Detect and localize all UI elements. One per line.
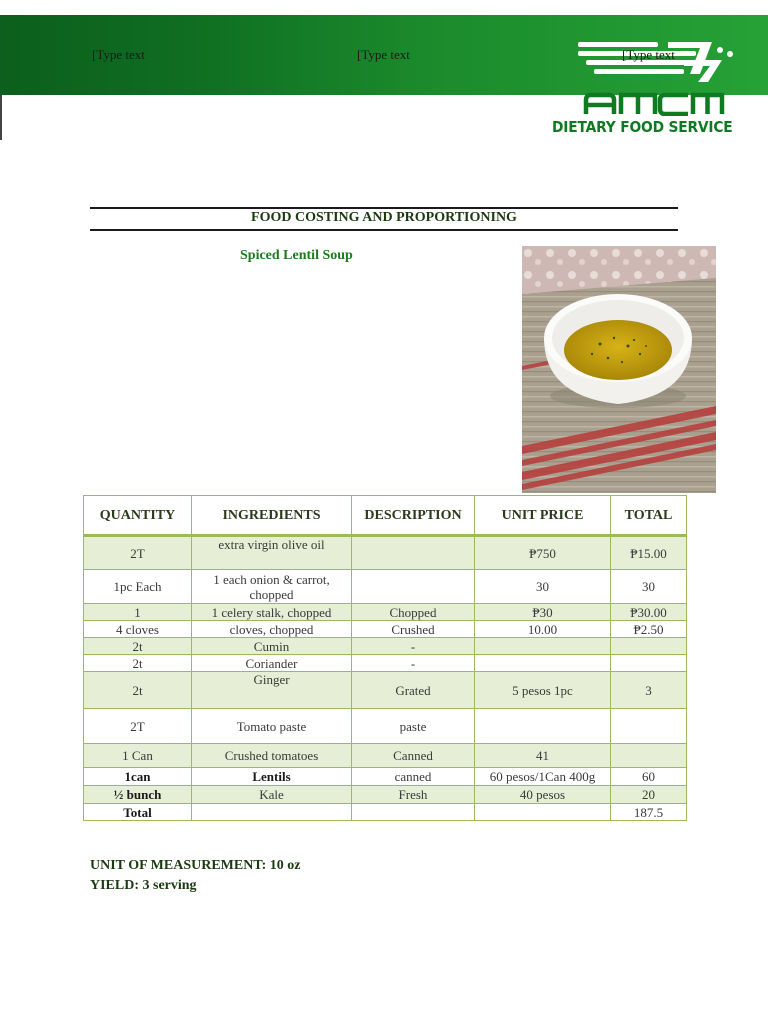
cell-ingredient: 1 each onion & carrot, chopped [192, 570, 352, 604]
cell-ingredient: Ginger [192, 672, 352, 709]
cell-ingredient: Tomato paste [192, 709, 352, 744]
cell-description: canned [352, 768, 475, 786]
cell-total: 3 [611, 672, 687, 709]
cell-total [611, 709, 687, 744]
cell-unit-price: 30 [475, 570, 611, 604]
soup-photo [522, 246, 716, 493]
header-description: DESCRIPTION [352, 496, 475, 536]
cell-total [611, 655, 687, 672]
cell-total [611, 744, 687, 768]
cell-ingredient: Crushed tomatoes [192, 744, 352, 768]
table-row [84, 744, 687, 768]
cell-ingredient: Kale [192, 786, 352, 804]
department-name: DIETARY FOOD SERVICE [552, 118, 733, 136]
table-row [84, 672, 687, 709]
cell-quantity: 2t [84, 638, 192, 655]
cell-quantity: 2T [84, 709, 192, 744]
cell-quantity: 1 [84, 604, 192, 621]
cell-description: Canned [352, 744, 475, 768]
table-row [84, 638, 687, 655]
cell-unit-price: 40 pesos [475, 786, 611, 804]
cell-description: Crushed [352, 621, 475, 638]
cell-ingredient: extra virgin olive oil [192, 536, 352, 570]
table-row [84, 709, 687, 744]
header-unit-price: UNIT PRICE [475, 496, 611, 536]
cell-total: 60 [611, 768, 687, 786]
table-row [84, 786, 687, 804]
cell-total: ₱30.00 [611, 604, 687, 621]
table-row [84, 768, 687, 786]
table-row-total [84, 804, 687, 821]
yield: YIELD: 3 serving [90, 878, 197, 893]
header-ingredients: INGREDIENTS [192, 496, 352, 536]
cell-unit-price: 10.00 [475, 621, 611, 638]
cell-description: - [352, 638, 475, 655]
document-title: FOOD COSTING AND PROPORTIONING [251, 210, 517, 225]
cell-ingredient: Lentils [192, 768, 352, 786]
table-row [84, 536, 687, 570]
table-row [84, 621, 687, 638]
cell-quantity: 2t [84, 655, 192, 672]
cell-ingredient: Coriander [192, 655, 352, 672]
cell-total: ₱2.50 [611, 621, 687, 638]
table-header-row [84, 496, 687, 536]
cell-description [352, 570, 475, 604]
cell-description [352, 536, 475, 570]
cell-description: paste [352, 709, 475, 744]
header-placeholder-center[interactable]: [Type text [357, 47, 410, 62]
cell-ingredient [192, 804, 352, 821]
cell-quantity: 4 cloves [84, 621, 192, 638]
cell-quantity: 1pc Each [84, 570, 192, 604]
cell-description [352, 804, 475, 821]
cell-description: Grated [352, 672, 475, 709]
table-row [84, 570, 687, 604]
cell-quantity: ½ bunch [84, 786, 192, 804]
header-quantity: QUANTITY [84, 496, 192, 536]
recipe-name: Spiced Lentil Soup [240, 248, 353, 263]
header-placeholder-right[interactable]: [Type text [622, 47, 675, 62]
cell-quantity: 2T [84, 536, 192, 570]
cell-unit-price [475, 709, 611, 744]
food-costing-table [83, 495, 687, 821]
cell-unit-price: 5 pesos 1pc [475, 672, 611, 709]
header-total: TOTAL [611, 496, 687, 536]
cell-total [611, 638, 687, 655]
table-row [84, 655, 687, 672]
cell-ingredient: 1 celery stalk, chopped [192, 604, 352, 621]
cell-unit-price: ₱30 [475, 604, 611, 621]
cell-grand-total: 187.5 [611, 804, 687, 821]
cell-unit-price [475, 655, 611, 672]
header-placeholder-left[interactable]: [Type text [92, 47, 145, 62]
cell-ingredient: cloves, chopped [192, 621, 352, 638]
cell-quantity: 1 Can [84, 744, 192, 768]
cell-total: 30 [611, 570, 687, 604]
cell-description: Fresh [352, 786, 475, 804]
cell-description: - [352, 655, 475, 672]
cell-description: Chopped [352, 604, 475, 621]
title-rule-top [90, 207, 678, 209]
unit-of-measurement: UNIT OF MEASUREMENT: 10 oz [90, 858, 301, 873]
cell-ingredient: Cumin [192, 638, 352, 655]
cell-quantity: 2t [84, 672, 192, 709]
cell-total: 20 [611, 786, 687, 804]
cell-unit-price [475, 638, 611, 655]
cell-unit-price: 41 [475, 744, 611, 768]
cell-unit-price: ₱750 [475, 536, 611, 570]
cell-unit-price: 60 pesos/1Can 400g [475, 768, 611, 786]
cell-quantity: 1can [84, 768, 192, 786]
cell-unit-price [475, 804, 611, 821]
title-rule-bottom [90, 229, 678, 231]
table-row [84, 604, 687, 621]
cell-quantity: Total [84, 804, 192, 821]
amcm-brand-wordmark [583, 92, 725, 116]
cell-total: ₱15.00 [611, 536, 687, 570]
